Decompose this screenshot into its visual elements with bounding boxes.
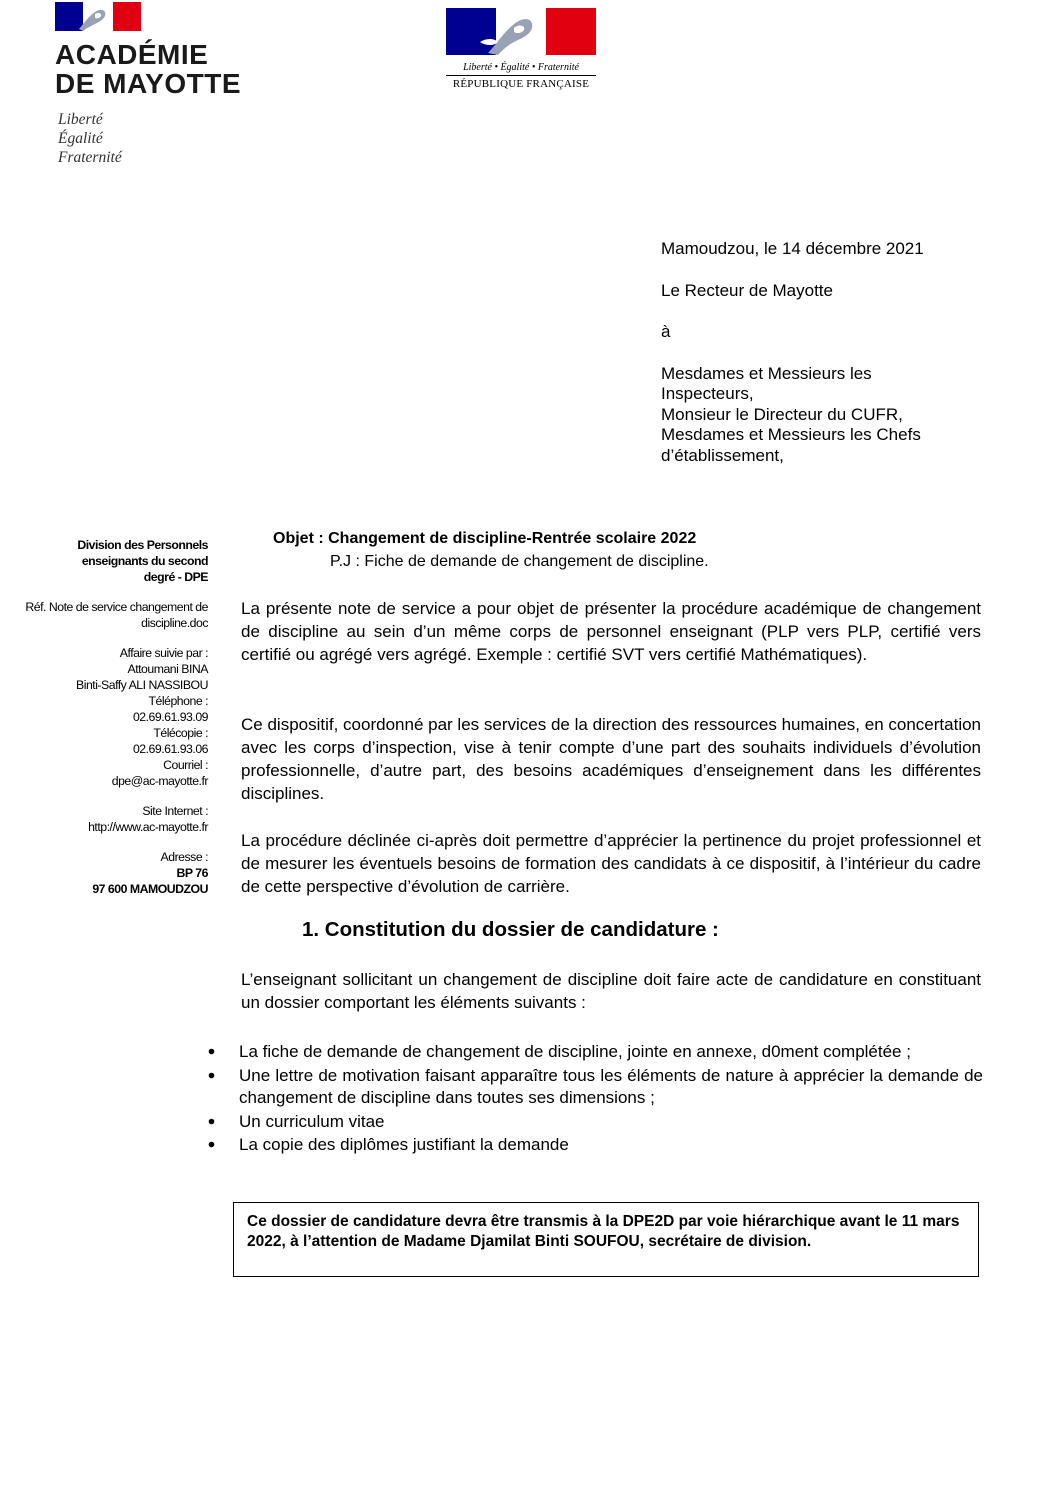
motto-liberte: Liberté — [58, 111, 103, 128]
list-item — [208, 1041, 983, 1064]
academie-title-line2: DE MAYOTTE — [55, 68, 241, 99]
academie-motto — [58, 110, 122, 167]
sender-line: Le Recteur de Mayotte — [661, 280, 833, 300]
list-item-text: Une lettre de motivation faisant apparaître tous les éléments de nature à apprécier la demande de changement de discipline dans toutes ses dimensions ; — [239, 1065, 983, 1107]
telephone-value: 02.69.61.93.09 — [132, 710, 208, 724]
date-line: Mamoudzou, le 14 décembre 2021 — [661, 239, 924, 258]
recipient-block — [661, 239, 991, 466]
paragraph-intro: La présente note de service a pour objet de présenter la procédure académique de changement de discipline au sein d’un même corps de personnel enseignant (PLP vers PLP, certifié vers certifié ou agrégé vers agrégé. Exemple : certifié SVT vers certifié Mathématiques). — [241, 599, 981, 664]
affaire-label: Affaire suivie par : — [119, 646, 208, 660]
reference-line: discipline.doc — [141, 616, 208, 630]
bullet-icon — [208, 1072, 215, 1079]
marianne-flag-icon — [446, 8, 596, 55]
bullet-icon — [208, 1141, 215, 1148]
bullet-icon — [208, 1048, 215, 1055]
republique-name: RÉPUBLIQUE FRANÇAISE — [452, 78, 590, 90]
site-link[interactable]: http://www.ac-mayotte.fr — [88, 820, 208, 834]
recipient-line: Mesdames et Messieurs les — [661, 363, 872, 383]
republique-divider — [446, 75, 596, 76]
telecopie-label: Télécopie : — [153, 726, 208, 740]
paragraph-procedure: La procédure déclinée ci-après doit permettre d’apprécier la pertinence du projet professionnel et de mesurer les éventuels besoins de formation des candidats à ce dispositif, à l’intérieur du cadre de cette perspective d’évolution de carrière. — [241, 831, 981, 896]
sidebar-contact — [10, 537, 208, 897]
list-item-text: Un curriculum vitae — [239, 1111, 385, 1131]
courriel-label: Courriel : — [163, 758, 208, 772]
list-item — [208, 1065, 983, 1110]
affaire-name: Attoumani BINA — [127, 662, 208, 676]
subject-line: Objet : Changement de discipline-Rentrée scolaire 2022 — [273, 530, 697, 547]
recipient-line: Monsieur le Directeur du CUFR, — [661, 404, 903, 424]
telephone-label: Téléphone : — [148, 694, 208, 708]
to-line: à — [661, 322, 671, 341]
list-item-text: La copie des diplômes justifiant la demande — [239, 1135, 569, 1154]
attachment-line: P.J : Fiche de demande de changement de discipline. — [330, 553, 709, 570]
list-item — [208, 1134, 983, 1157]
deadline-notice-box — [233, 1202, 979, 1277]
recipient-line: Inspecteurs, — [661, 384, 754, 403]
requirements-list — [208, 1041, 983, 1157]
motto-egalite: Égalité — [58, 130, 103, 147]
list-item-text: La fiche de demande de changement de discipline, jointe en annexe, d0ment complétée ; — [239, 1042, 911, 1061]
division-line: Division des Personnels — [77, 538, 208, 552]
reference-line: Réf. Note de service changement de — [25, 600, 208, 614]
telecopie-value: 02.69.61.93.06 — [132, 742, 208, 756]
academie-title-line1: ACADÉMIE — [55, 39, 209, 70]
deadline-notice-text: Ce dossier de candidature devra être transmis à la DPE2D par voie hiérarchique avant le 11 mars 2022, à l’attention de Madame Djamilat Binti SOUFOU, secrétaire de division. — [247, 1213, 960, 1250]
recipient-line: d’établissement, — [661, 445, 784, 465]
paragraph-dossier: L’enseignant sollicitant un changement de discipline doit faire acte de candidature en constituant un dossier comportant les éléments suivants : — [241, 970, 981, 1012]
marianne-flag-icon — [55, 2, 141, 31]
division-line: enseignants du second — [81, 554, 208, 568]
adresse-label: Adresse : — [160, 850, 208, 864]
list-item — [208, 1111, 983, 1134]
division-line: degré - DPE — [143, 570, 208, 584]
motto-fraternite: Fraternité — [58, 149, 122, 166]
adresse-line: BP 76 — [176, 866, 208, 880]
bullet-icon — [208, 1118, 215, 1125]
courriel-value[interactable]: dpe@ac-mayotte.fr — [111, 774, 208, 788]
section-title: 1. Constitution du dossier de candidature : — [302, 918, 719, 941]
republique-motto: Liberté • Égalité • Fraternité — [463, 62, 579, 73]
paragraph-dispositif: Ce dispositif, coordonné par les services de la direction des ressources humaines, en concertation avec les corps d’inspection, vise à tenir compte d’une part des souhaits individuels d’évolution professionnelle, d’autre part, des besoins académiques d’enseignement dans les différentes disciplines. — [241, 715, 981, 803]
academie-title — [55, 40, 241, 98]
affaire-name: Binti-Saffy ALI NASSIBOU — [76, 678, 208, 692]
site-label: Site Internet : — [142, 804, 208, 818]
recipient-line: Mesdames et Messieurs les Chefs — [661, 425, 921, 444]
adresse-line: 97 600 MAMOUDZOU — [92, 882, 208, 896]
